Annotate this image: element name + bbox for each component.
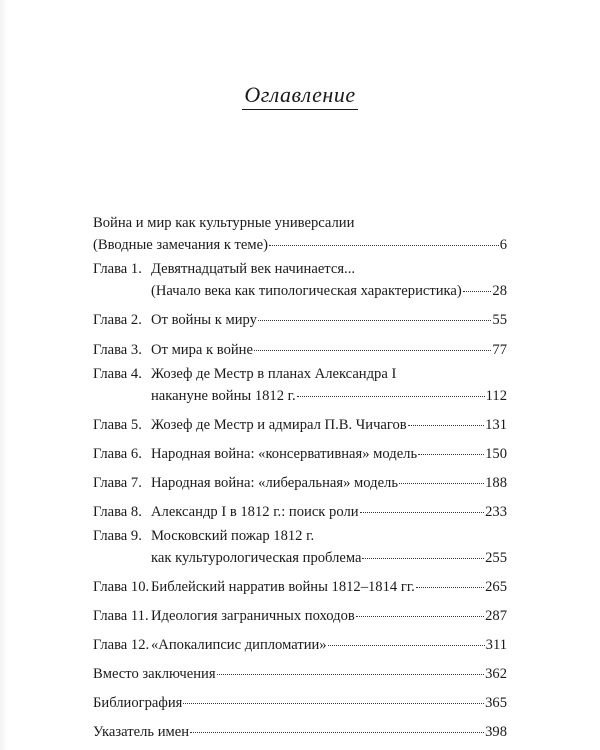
dot-leader	[463, 278, 492, 295]
page-number: 255	[485, 550, 507, 566]
toc-entry-name-index[interactable]	[93, 719, 507, 741]
dot-leader	[356, 603, 484, 620]
page-number: 398	[485, 724, 507, 740]
chapter-label: Глава 8.	[93, 504, 142, 520]
chapter-label: Глава 9.	[93, 528, 142, 544]
page-number: 28	[492, 283, 507, 299]
entry-text: (Вводные замечания к теме)	[93, 237, 268, 253]
toc-entry-bibliography[interactable]	[93, 690, 507, 712]
dot-leader	[190, 719, 484, 736]
entry-text: (Начало века как типологическая характеристика)	[151, 283, 462, 299]
page-number: 188	[485, 475, 507, 491]
page-number: 265	[485, 579, 507, 595]
chapter-label: Глава 4.	[93, 366, 142, 382]
chapter-label: Глава 7.	[93, 475, 142, 491]
page-number: 311	[485, 637, 507, 653]
page-number: 55	[492, 312, 507, 328]
dot-leader	[328, 632, 485, 649]
toc-entry-chapter-10[interactable]	[93, 574, 507, 596]
entry-text: Война и мир как культурные универсалии	[93, 215, 355, 231]
chapter-label: Глава 1.	[93, 261, 142, 277]
page-number: 362	[485, 666, 507, 682]
entry-text: Идеология заграничных походов	[151, 608, 355, 624]
toc-entry-chapter-7[interactable]	[93, 470, 507, 492]
toc-entry-chapter-5[interactable]	[93, 412, 507, 434]
page-number: 365	[485, 695, 507, 711]
entry-text: Вместо заключения	[93, 666, 216, 682]
chapter-label: Глава 6.	[93, 446, 142, 462]
page-number: 6	[499, 237, 507, 253]
page-title: Оглавление	[242, 83, 357, 110]
entry-text: Александр I в 1812 г.: поиск роли	[151, 504, 359, 520]
dot-leader	[297, 383, 485, 400]
chapter-label: Глава 12.	[93, 637, 150, 653]
entry-text: «Апокалипсис дипломатии»	[151, 637, 327, 653]
entry-text: Жозеф де Местр в планах Александра I	[151, 366, 397, 382]
entry-text: Указатель имен	[93, 724, 190, 740]
chapter-label: Глава 10.	[93, 579, 150, 595]
dot-leader	[408, 412, 484, 429]
entry-text: От войны к миру	[151, 312, 257, 328]
dot-leader	[362, 545, 484, 562]
dot-leader	[399, 470, 484, 487]
toc-entry-chapter-3[interactable]	[93, 337, 507, 359]
page-number: 112	[485, 388, 507, 404]
toc-entry-chapter-11[interactable]	[93, 603, 507, 625]
dot-leader	[254, 337, 491, 354]
toc-entry-conclusion[interactable]	[93, 661, 507, 683]
entry-text: Народная война: «либеральная» модель	[151, 475, 398, 491]
entry-text: накануне войны 1812 г.	[151, 388, 296, 404]
chapter-label: Глава 3.	[93, 342, 142, 358]
toc-entry-intro[interactable]	[93, 215, 507, 254]
toc-entry-chapter-4[interactable]	[93, 366, 507, 405]
dot-leader	[183, 690, 484, 707]
entry-text: Московский пожар 1812 г.	[151, 528, 315, 544]
page-number: 77	[492, 342, 507, 358]
toc-entry-chapter-8[interactable]	[93, 499, 507, 521]
entry-text: От мира к войне	[151, 342, 253, 358]
toc-entry-chapter-12[interactable]	[93, 632, 507, 654]
title-wrap	[0, 83, 600, 110]
dot-leader	[217, 661, 485, 678]
entry-text: Народная война: «консервативная» модель	[151, 446, 418, 462]
chapter-label: Глава 5.	[93, 417, 142, 433]
toc-entry-chapter-1[interactable]	[93, 261, 507, 300]
entry-text: Девятнадцатый век начинается...	[151, 261, 355, 277]
page-number: 131	[485, 417, 507, 433]
dot-leader	[269, 232, 499, 249]
entry-text: Библиография	[93, 695, 183, 711]
dot-leader	[418, 441, 484, 458]
entry-text: как культурологическая проблема	[151, 550, 362, 566]
entry-text: Жозеф де Местр и адмирал П.В. Чичагов	[151, 417, 407, 433]
toc-entry-chapter-6[interactable]	[93, 441, 507, 463]
chapter-label: Глава 2.	[93, 312, 142, 328]
page-edge-shadow	[0, 0, 8, 750]
page-number: 233	[485, 504, 507, 520]
toc-entry-chapter-9[interactable]	[93, 528, 507, 567]
dot-leader	[416, 574, 484, 591]
page-number: 287	[485, 608, 507, 624]
page-number: 150	[485, 446, 507, 462]
toc-entry-chapter-2[interactable]	[93, 307, 507, 329]
entry-text: Библейский нарратив войны 1812–1814 гг.	[151, 579, 415, 595]
table-of-contents	[93, 215, 507, 741]
chapter-label: Глава 11.	[93, 608, 149, 624]
dot-leader	[258, 307, 491, 324]
dot-leader	[360, 499, 485, 516]
